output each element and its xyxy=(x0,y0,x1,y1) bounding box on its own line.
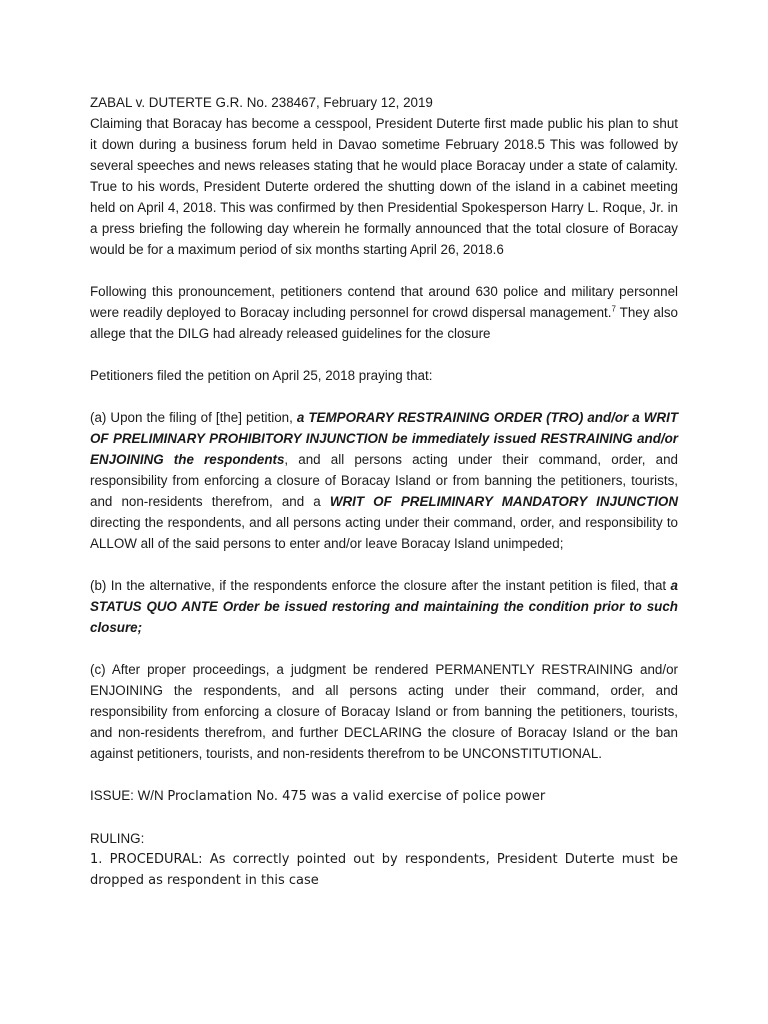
prayer-b-emphasis: a STATUS QUO ANTE Order be issued restoring and maintaining the condition prior to such closure; xyxy=(90,578,678,635)
document-page xyxy=(90,92,678,891)
prayer-item-a xyxy=(90,407,678,554)
ruling-label: RULING: xyxy=(90,831,145,846)
prayer-a-text-2: , and all persons acting under their command, order, and responsibility from enforcing a closure of Boracay Island or from banning the petitioners, tourists, and non-residents therefrom, and a xyxy=(90,452,678,509)
prayer-a-text: (a) Upon the filing of [the] petition, xyxy=(90,410,297,425)
prayer-b-text: (b) In the alternative, if the respondents enforce the closure after the instant petition is filed, that xyxy=(90,578,671,593)
paragraph-petition-filed: Petitioners filed the petition on April 25, 2018 praying that: xyxy=(90,368,433,383)
issue-label: ISSUE: W/N xyxy=(90,788,168,803)
paragraph-deployment xyxy=(90,281,678,344)
intro-paragraph: Claiming that Boracay has become a cesspool, President Duterte first made public his plan to shut it down during a business forum held in Davao sometime February 2018.5 This was followed by several speeches and news releases stating that he would place Boracay under a state of calamity. True to his words, President Duterte ordered the shutting down of the island in a cabinet meeting held on April 4, 2018. This was confirmed by then Presidential Spokesperson Harry L. Roque, Jr. in a press briefing the following day wherein he formally announced that the total closure of Boracay would be for a maximum period of six months starting April 26, 2018.6 xyxy=(90,116,678,257)
paragraph-deployment-text-2: They also allege that the DILG had already released guidelines for the closure xyxy=(90,305,678,341)
footnote-marker: 7 xyxy=(611,304,616,314)
issue-text: Proclamation No. 475 was a valid exercise of police power xyxy=(167,789,546,804)
ruling-item-1: 1. PROCEDURAL: As correctly pointed out by respondents, President Duterte must be dropped as respondent in this case xyxy=(90,852,678,888)
prayer-a-emphasis-2: WRIT OF PRELIMINARY MANDATORY INJUNCTION xyxy=(329,494,678,509)
case-title: ZABAL v. DUTERTE G.R. No. 238467, February 12, 2019 xyxy=(90,95,433,110)
issue-line xyxy=(90,785,678,807)
paragraph-deployment-text: Following this pronouncement, petitioners contend that around 630 police and military personnel were readily deployed to Boracay including personnel for crowd dispersal management. xyxy=(90,284,678,320)
prayer-a-emphasis: a TEMPORARY RESTRAINING ORDER (TRO) and/or a WRIT OF PRELIMINARY PROHIBITORY INJUNCTION be immediately issued RESTRAINING and/or ENJOINING the respondents xyxy=(90,410,678,467)
prayer-item-c: (c) After proper proceedings, a judgment be rendered PERMANENTLY RESTRAINING and/or ENJOINING the respondents, and all persons acting under their command, order, and responsibility from enforcing a closure of Boracay Island or from banning the petitioners, tourists, and non-residents therefrom, and further DECLARING the closure of Boracay Island or the ban against petitioners, tourists, and non-residents therefrom to be UNCONSTITUTIONAL. xyxy=(90,662,678,761)
prayer-a-text-3: directing the respondents, and all persons acting under their command, order, and responsibility to ALLOW all of the said persons to enter and/or leave Boracay Island unimpeded; xyxy=(90,515,678,551)
prayer-item-b xyxy=(90,575,678,638)
